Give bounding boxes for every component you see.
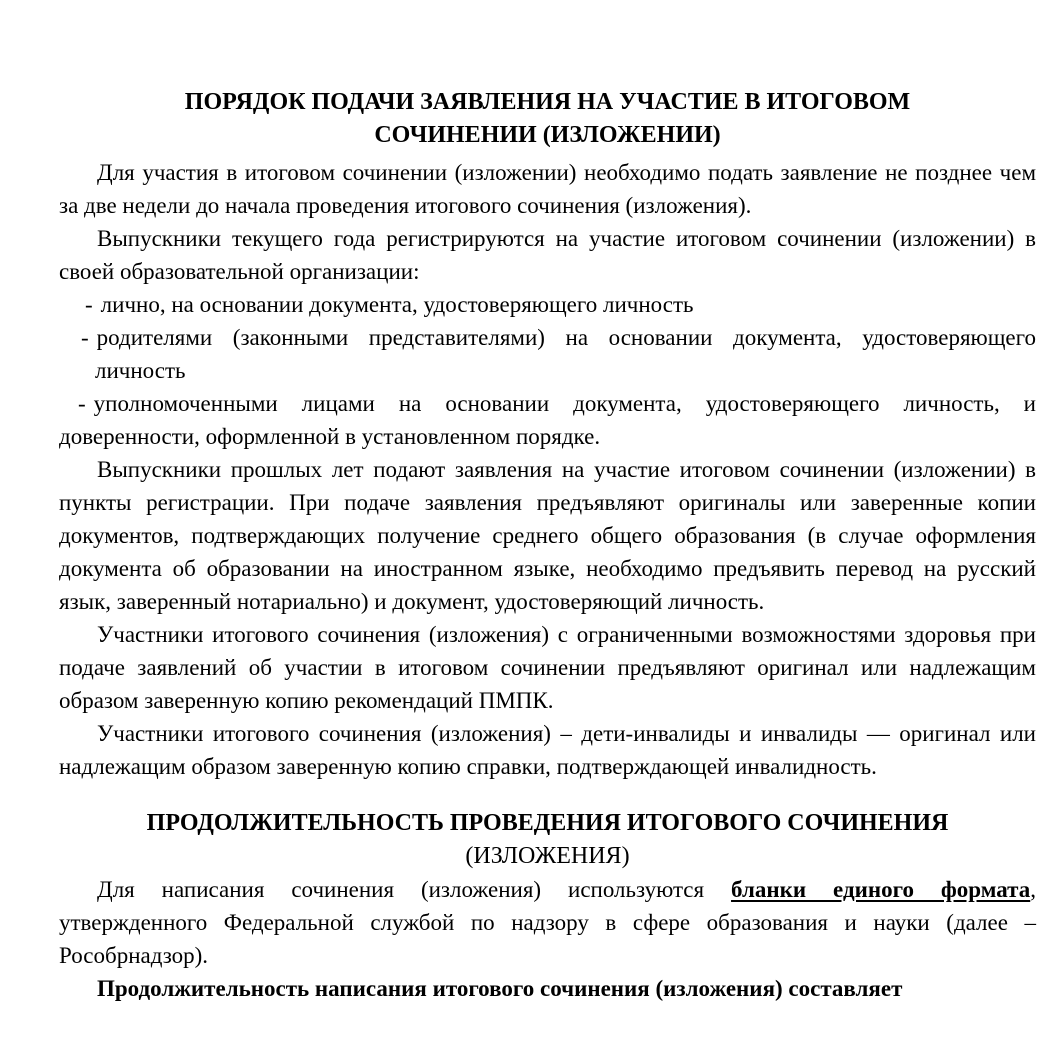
section-heading-line1: ПРОДОЛЖИТЕЛЬНОСТЬ ПРОВЕДЕНИЯ ИТОГОВОГО СОЧИНЕНИЯ — [146, 810, 949, 836]
dash-bullet-marker: - — [81, 325, 89, 350]
dash-bullet-marker: - — [85, 292, 93, 317]
list-item — [59, 387, 1036, 453]
paragraph-suffix-text: , утвержденного Федеральной службой по надзору в сфере образования и науки (далее – Рособрнадзор). — [59, 877, 1036, 968]
paragraph-application-deadline: Для участия в итоговом сочинении (изложении) необходимо подать заявление не позднее чем за две недели до начала проведения итогового сочинения (изложения). — [59, 160, 1036, 218]
section-heading-line2: (ИЗЛОЖЕНИЯ) — [465, 843, 630, 869]
paragraph-past-year-graduates: Выпускники прошлых лет подают заявления на участие итоговом сочинении (изложении) в пункты регистрации. При подаче заявления предъявляют оригиналы или заверенные копии документов, подтверждающих получение среднего общего образования (в случае оформления документа об образовании на иностранном языке, необходимо предъявить перевод на русский язык, заверенный нотариально) и документ, удостоверяющий личность. — [59, 457, 1036, 614]
dash-bullet-marker: - — [78, 391, 86, 416]
paragraph-duration-statement: Продолжительность написания итогового сочинения (изложения) составляет — [97, 976, 903, 1001]
list-item-text: уполномоченными лицами на основании документа, удостоверяющего личность, и доверенности, оформленной в установленном порядке. — [59, 391, 1036, 449]
paragraph-disabled-participants: Участники итогового сочинения (изложения) – дети-инвалиды и инвалиды — оригинал или надлежащим образом заверенную копию справки, подтверждающей инвалидность. — [59, 721, 1036, 779]
paragraph-forms-format — [59, 873, 1036, 972]
section-heading-duration — [59, 807, 1036, 873]
paragraph-prefix-text: Для написания сочинения (изложения) используются — [97, 877, 732, 902]
list-item-text: родителями (законными представителями) на основании документа, удостоверяющего личность — [95, 325, 1036, 383]
paragraph-limited-health-participants: Участники итогового сочинения (изложения) с ограниченными возможностями здоровья при подаче заявлений об участии в итоговом сочинении предъявляют оригинал или надлежащим образом заверенную копию рекомендаций ПМПК. — [59, 622, 1036, 713]
registration-methods-list — [59, 288, 1036, 453]
list-item — [59, 288, 1036, 321]
document-title: ПОРЯДОК ПОДАЧИ ЗАЯВЛЕНИЯ НА УЧАСТИЕ В ИТОГОВОМ СОЧИНЕНИИ (ИЗЛОЖЕНИИ) — [184, 89, 911, 148]
emphasized-forms-phrase: бланки единого формата — [731, 877, 1031, 902]
paragraph-current-year-graduates: Выпускники текущего года регистрируются на участие итоговом сочинении (изложении) в своей образовательной организации: — [59, 226, 1036, 284]
list-item-text: лично, на основании документа, удостоверяющего личность — [100, 292, 694, 317]
list-item — [59, 321, 1036, 387]
